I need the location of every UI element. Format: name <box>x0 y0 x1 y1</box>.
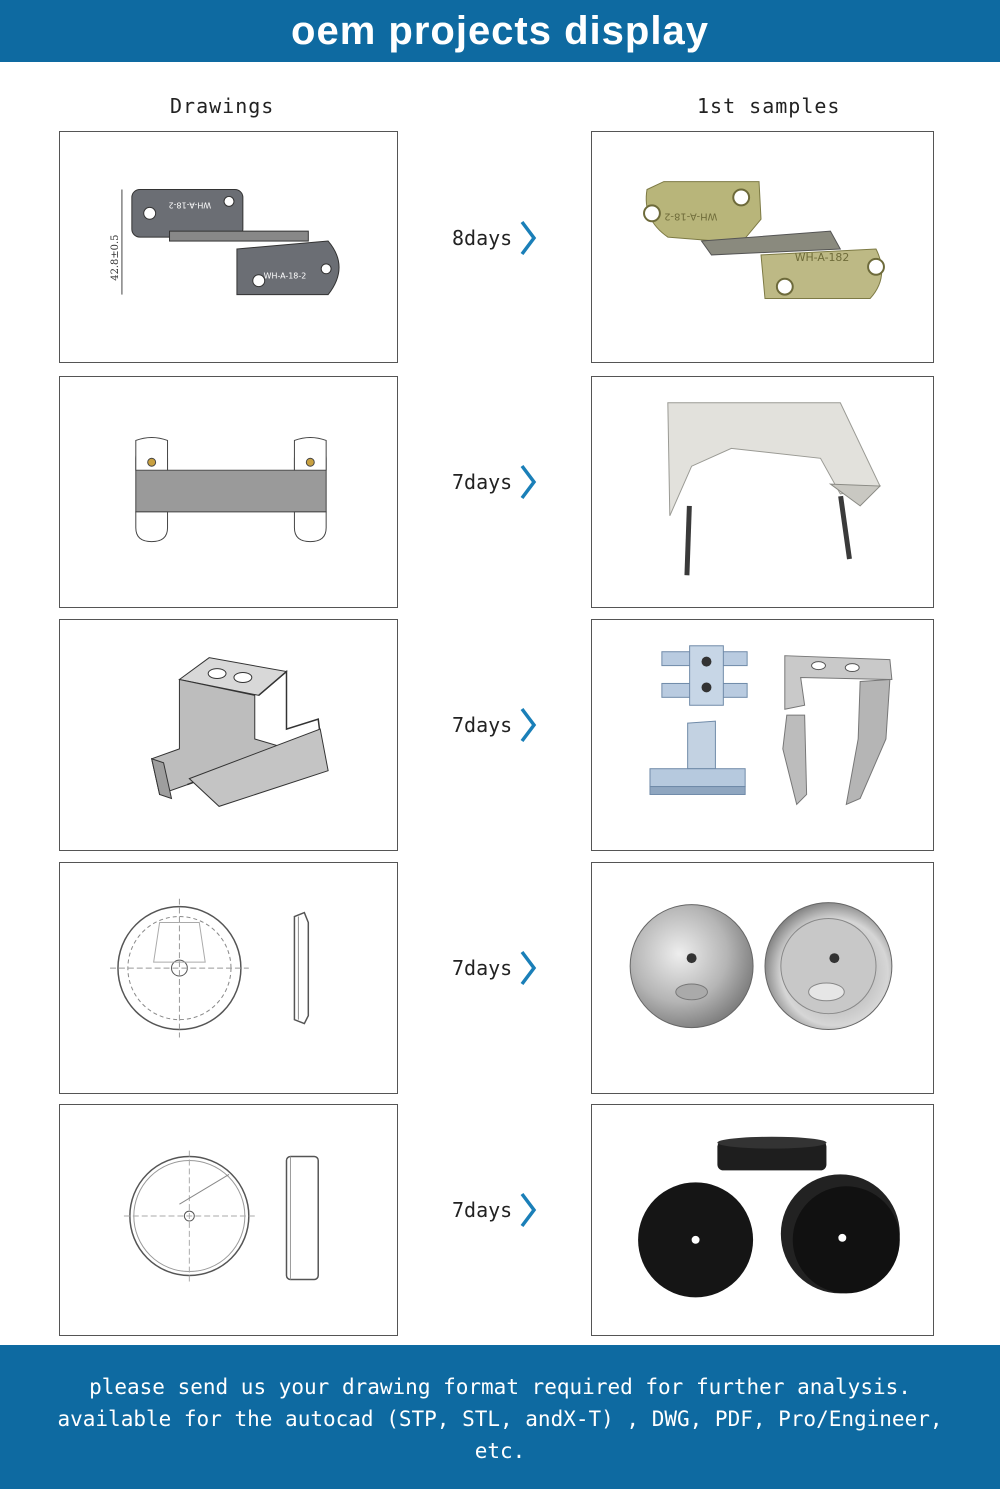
drawing-dimension-label: 42.8±0.5 <box>109 234 121 281</box>
lead-time-3 <box>452 706 538 744</box>
lead-time-label: 8days <box>452 226 513 250</box>
chevron-right-icon <box>518 706 538 744</box>
hinge-drawing-image <box>60 132 397 362</box>
lead-time-label: 7days <box>452 1198 513 1222</box>
cup-drawing-image <box>60 863 397 1093</box>
sample-frame-1 <box>591 131 934 363</box>
chevron-right-icon <box>518 463 538 501</box>
samples-column-heading: 1st samples <box>697 94 841 118</box>
footer-line-2: available for the autocad (STP, STL, andX-T) , DWG, PDF, Pro/Engineer, <box>57 1407 943 1431</box>
chevron-right-icon <box>518 1191 538 1229</box>
footer-banner <box>0 1345 1000 1489</box>
sample-frame-5 <box>591 1104 934 1336</box>
cap-drawing-image <box>60 1105 397 1335</box>
lead-time-2 <box>452 463 538 501</box>
lead-time-5 <box>452 1191 538 1229</box>
bracket-sample-photo <box>592 377 933 607</box>
black-cap-sample-photo <box>592 1105 933 1335</box>
rail-clip-drawing-image <box>60 620 397 850</box>
footer-line-1: please send us your drawing format required for further analysis. <box>89 1375 911 1399</box>
bracket-drawing-image <box>60 377 397 607</box>
page-title: oem projects display <box>291 8 709 53</box>
drawing-frame-1 <box>59 131 398 363</box>
sample-frame-4 <box>591 862 934 1094</box>
steel-cup-sample-photo <box>592 863 933 1093</box>
drawing-part-label-bottom: WH-A-18-2 <box>263 271 307 281</box>
sample-frame-3 <box>591 619 934 851</box>
rail-clip-sample-photo <box>592 620 933 850</box>
sample-part-label-bottom: WH-A-182 <box>794 250 850 264</box>
drawings-column-heading: Drawings <box>170 94 275 118</box>
drawing-part-label-top: WH-A-18-2 <box>168 200 212 210</box>
chevron-right-icon <box>518 949 538 987</box>
footer-line-3: etc. <box>474 1439 526 1463</box>
lead-time-label: 7days <box>452 956 513 980</box>
drawing-frame-2 <box>59 376 398 608</box>
drawing-frame-4 <box>59 862 398 1094</box>
sample-part-label-top: WH-A-18-2 <box>664 210 718 222</box>
lead-time-label: 7days <box>452 470 513 494</box>
sample-frame-2 <box>591 376 934 608</box>
hinge-sample-photo <box>592 132 933 362</box>
lead-time-label: 7days <box>452 713 513 737</box>
drawing-frame-3 <box>59 619 398 851</box>
lead-time-4 <box>452 949 538 987</box>
header-banner <box>0 0 1000 62</box>
chevron-right-icon <box>518 219 538 257</box>
drawing-frame-5 <box>59 1104 398 1336</box>
lead-time-1 <box>452 219 538 257</box>
